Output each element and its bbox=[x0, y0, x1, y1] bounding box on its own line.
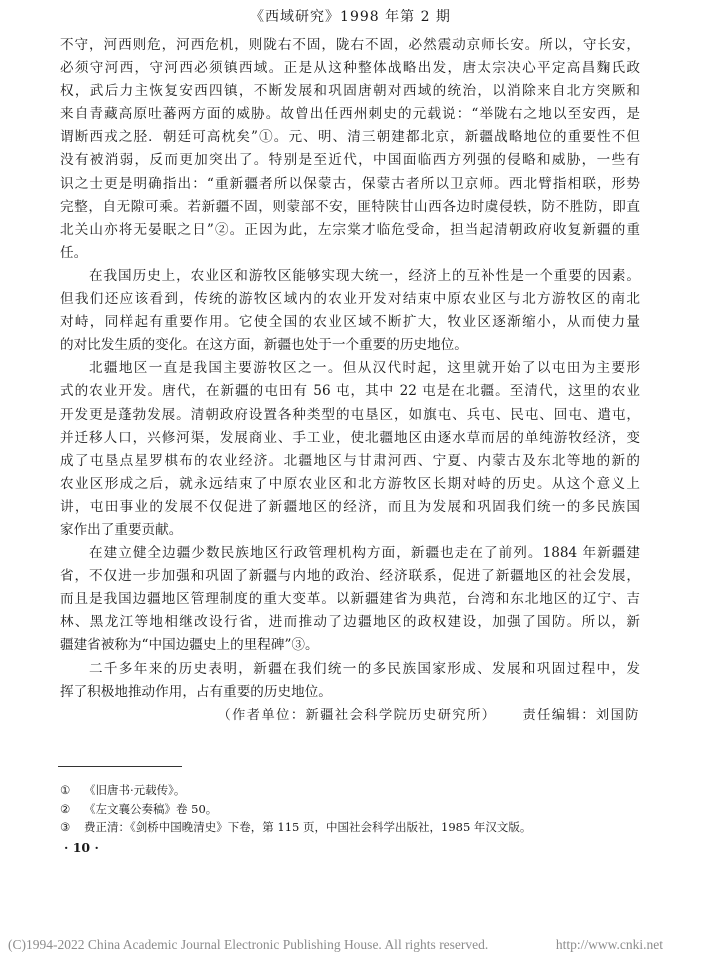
author-line bbox=[60, 704, 640, 727]
footnote-text: 《旧唐书·元载传》。 bbox=[84, 783, 186, 797]
paragraph bbox=[60, 357, 640, 542]
body-line: 没有被消弱，反而更加突出了。特别是至近代，中国面临西方列强的侵略和威胁，一些有 bbox=[60, 152, 640, 169]
body-line: 省，不仅进一步加强和巩固了新疆与内地的政治、经济联系，促进了新疆地区的社会发展， bbox=[60, 568, 640, 585]
body-line: 成了屯垦点星罗棋布的农业经济。北疆地区与甘肃河西、宁夏、内蒙古及东北等地的新的 bbox=[60, 452, 640, 469]
body-line: 疆建省被称为“中国边疆史上的里程碑”③。 bbox=[60, 637, 319, 654]
footnote-mark: ② bbox=[60, 801, 71, 816]
body-line: 来自青藏高原吐蕃两方面的威胁。故曾出任西州刺史的元载说：“举陇右之地以至安西，是 bbox=[60, 106, 640, 123]
paragraph bbox=[60, 542, 640, 657]
body-line: 必须守河西，守河西必须镇西域。正是从这种整体战略出发，唐太宗决心平定高昌麴氏政 bbox=[60, 60, 640, 77]
running-header: 《西域研究》1998 年第 2 期 bbox=[250, 9, 451, 25]
article-body bbox=[60, 34, 640, 727]
responsible-editor: 责任编辑：刘国防 bbox=[522, 707, 640, 723]
copyright-footer bbox=[8, 936, 663, 954]
page-number: · 10 · bbox=[64, 840, 99, 855]
body-line: 北关山亦将无晏眠之日”②。正因为此，左宗棠才临危受命，担当起清朝政府收复新疆的重 bbox=[60, 221, 640, 238]
body-line: 对峙，同样起有重要作用。它使全国的农业区域不断扩大，牧业区逐渐缩小，从而使力量 bbox=[60, 314, 640, 331]
body-line: 农业区形成之后，就永远结束了中原农业区和北方游牧区长期对峙的历史。从这个意义上 bbox=[60, 475, 640, 492]
footnote-mark: ① bbox=[60, 783, 71, 797]
footnote bbox=[60, 800, 640, 819]
body-line: 的对比发生质的变化。在这方面，新疆也处于一个重要的历史地位。 bbox=[60, 337, 468, 354]
footnote-separator bbox=[58, 766, 182, 767]
body-line: 权，武后力主恢复安西四镇，不断发展和巩固唐朝对西域的统治，以消除来自北方突厥和 bbox=[60, 83, 640, 100]
copyright-notice: (C)1994-2022 China Academic Journal Electronic Publishing House. All rights reserved. bbox=[8, 937, 489, 952]
body-line: 家作出了重要贡献。 bbox=[60, 521, 183, 538]
body-line: 林、黑龙江等地相继改设行省，进而推动了边疆地区的政权建设，加强了国防。所以，新 bbox=[60, 614, 640, 631]
paragraph bbox=[60, 265, 640, 357]
body-line: 北疆地区一直是我国主要游牧区之一。但从汉代时起，这里就开始了以屯田为主要形 bbox=[89, 360, 640, 377]
paragraph bbox=[60, 34, 640, 265]
body-line: 挥了积极地推动作用，占有重要的历史地位。 bbox=[60, 683, 332, 700]
footnote-mark: ③ bbox=[60, 820, 71, 834]
paragraph bbox=[60, 658, 640, 704]
body-line: 二千多年来的历史表明，新疆在我们统一的多民族国家形成、发展和巩固过程中，发 bbox=[89, 660, 640, 677]
body-line: 任。 bbox=[60, 244, 88, 261]
body-line: 不守，河西则危，河西危机，则陇右不固，陇右不固，必然震动京师长安。所以，守长安， bbox=[60, 37, 640, 53]
footnote bbox=[60, 818, 640, 837]
body-line: 开发更是蓬勃发展。清朝政府设置各种类型的屯垦区，如旗屯、兵屯、民屯、回屯、遣屯， bbox=[60, 406, 640, 423]
footnote-text: 费正清：《剑桥中国晚清史》下卷，第 115 页，中国社会科学出版社，1985 年汉文版。 bbox=[84, 820, 532, 834]
body-line: 在我国历史上，农业区和游牧区能够实现大统一，经济上的互补性是一个重要的因素。 bbox=[89, 267, 640, 284]
footnotes bbox=[60, 781, 640, 837]
body-line: 谓断西戎之胫．朝廷可高枕矣”①。元、明、清三朝建都北京，新疆战略地位的重要性不但 bbox=[60, 129, 640, 146]
author-affiliation: （作者单位：新疆社会科学院历史研究所） bbox=[217, 707, 497, 723]
body-line: 完整，自无隙可乘。若新疆不固，则蒙部不安，匪特陕甘山西各边时虞侵轶，防不胜防，即直 bbox=[60, 198, 640, 215]
body-line: 但我们还应该看到，传统的游牧区域内的农业开发对结束中原农业区与北方游牧区的南北 bbox=[60, 291, 640, 308]
body-line: 而且是我国边疆地区管理制度的重大变革。以新疆建省为典范，台湾和东北地区的辽宁、吉 bbox=[60, 591, 640, 608]
body-line: 式的农业开发。唐代，在新疆的屯田有 56 屯，其中 22 屯是在北疆。至清代，这里的农业 bbox=[60, 383, 640, 400]
footnote bbox=[60, 781, 640, 800]
cnki-url: http://www.cnki.net bbox=[555, 937, 663, 952]
body-line: 识之士更是明确指出：“重新疆者所以保蒙古，保蒙古者所以卫京师。西北臂指相联，形势 bbox=[60, 175, 640, 192]
body-line: 在建立健全边疆少数民族地区行政管理机构方面，新疆也走在了前列。1884 年新疆建 bbox=[89, 545, 640, 562]
footnote-text: 《左文襄公奏稿》卷 50。 bbox=[84, 801, 218, 816]
body-line: 讲，屯田事业的发展不仅促进了新疆地区的经济，而且为发展和巩固我们统一的多民族国 bbox=[60, 498, 640, 515]
body-line: 并迁移人口，兴修河渠，发展商业、手工业，使北疆地区由逐水草而居的单纯游牧经济，变 bbox=[60, 429, 640, 446]
